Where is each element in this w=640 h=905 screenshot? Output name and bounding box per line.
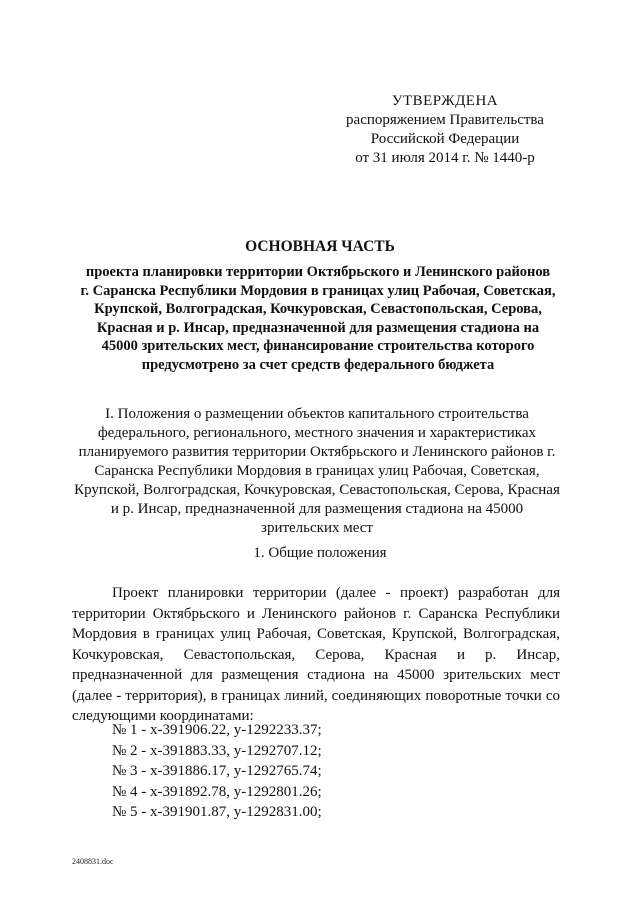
approval-line-3: от 31 июля 2014 г. № 1440-р bbox=[355, 150, 535, 166]
coordinate-point-4: № 4 - x-391892.78, y-1292801.26; bbox=[112, 783, 322, 800]
subsection-title: 1. Общие положения bbox=[253, 545, 387, 561]
coordinate-point-2: № 2 - x-391883.33, y-1292707.12; bbox=[112, 742, 322, 759]
section-heading: I. Положения о размещении объектов капитального строительства федерального, регионального, местного значения и характеристиках планируемого развития территории Октябрьского и Ленинского районов г. Саранска Республики Мордовия в границах улиц Рабочая, Советская, Крупской, Волгоградская, Кочкуровская, Севастопольская, Серова, Красная и р. Инсар, предназначенной для размещения стадиона на 45000 зрительских мест bbox=[74, 406, 560, 536]
coordinate-point-1: № 1 - x-391906.22, y-1292233.37; bbox=[112, 722, 322, 738]
body-paragraph: Проект планировки территории (далее - проект) разработан для территории Октябрьского и Ленинского районов г. Саранска Республики Мордовия в границах улиц Рабочая, Советская, Крупской, Волгоградская, Кочкуровская, Севастопольская, Серова, Красная и р. Инсар, предназначенной для размещения стадиона на 45000 зрительских мест (далее - территория), в границах линий, соединяющих поворотные точки со следующими координатами: bbox=[72, 585, 560, 724]
project-description: проекта планировки территории Октябрьского и Ленинского районов г. Саранска Республики Мордовия в границах улиц Рабочая, Советская, Крупской, Волгоградская, Кочкуровская, Севастопольская, Серова, Красная и р. Инсар, предназначенной для размещения стадиона на 45000 зрительских мест, финансирование строительства которого предусмотрено за счет средств федерального бюджета bbox=[80, 264, 556, 373]
footer-filename: 2408831.doc bbox=[72, 857, 114, 866]
coordinate-point-3: № 3 - x-391886.17, y-1292765.74; bbox=[112, 763, 322, 779]
approval-line-1: распоряжением Правительства bbox=[346, 112, 544, 128]
approval-title: УТВЕРЖДЕНА bbox=[391, 93, 499, 109]
document-title: ОСНОВНАЯ ЧАСТЬ bbox=[245, 238, 395, 255]
coordinate-list bbox=[112, 720, 552, 823]
approval-line-2: Российской Федерации bbox=[370, 131, 520, 147]
approval-block bbox=[330, 92, 560, 168]
coordinate-point-5: № 5 - x-391901.87, y-1292831.00; bbox=[112, 804, 322, 820]
